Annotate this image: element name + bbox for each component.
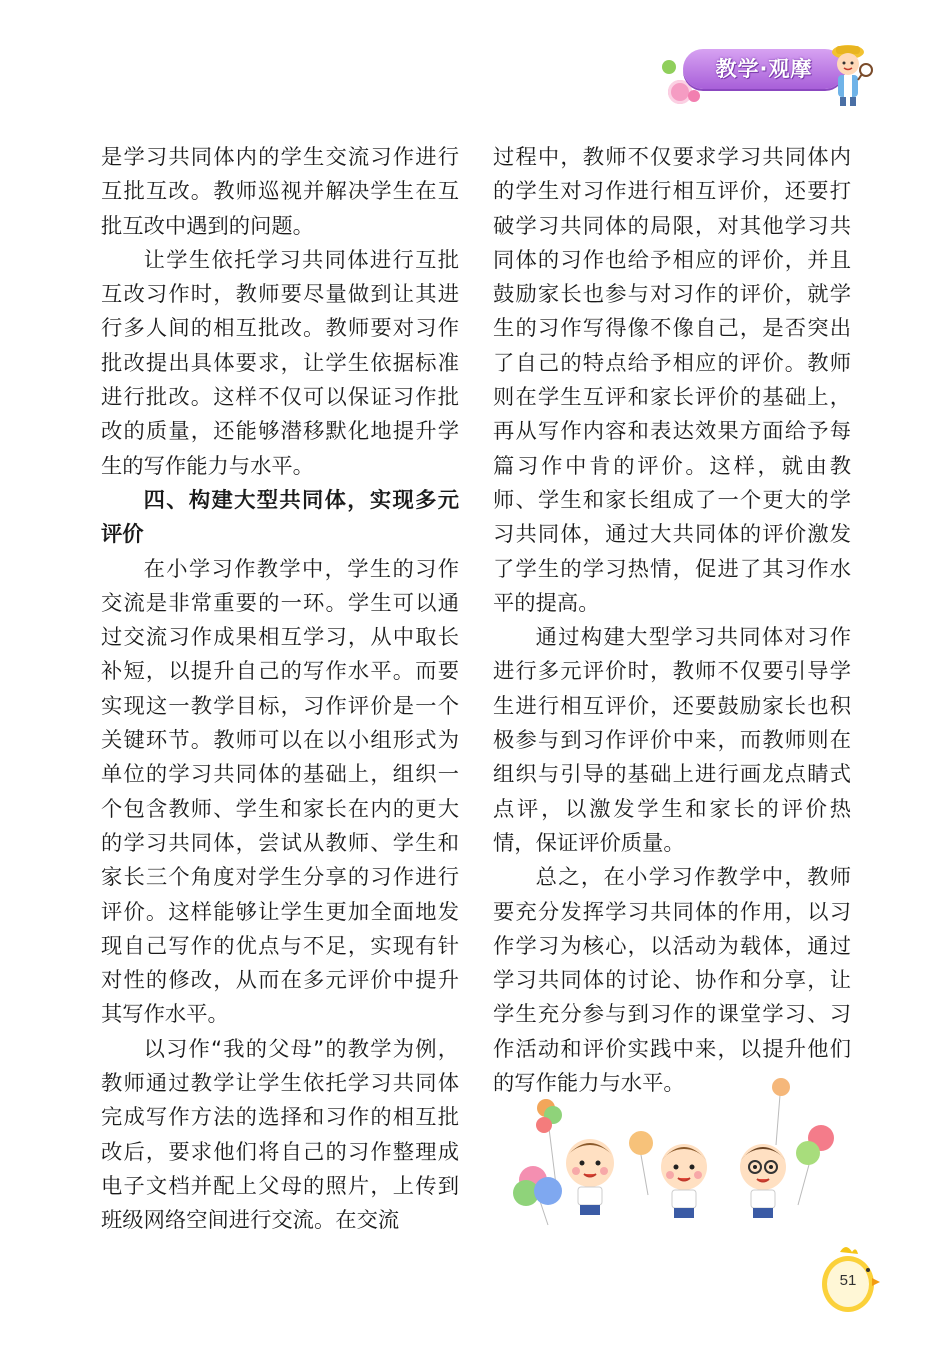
child-figure	[566, 1139, 614, 1215]
right-column	[493, 141, 851, 1101]
flower-decoration	[662, 60, 676, 74]
section-badge	[658, 42, 878, 112]
balloon-icon	[796, 1125, 834, 1205]
paragraph: 过程中，教师不仅要求学习共同体内的学生对习作进行相互评价，还要打破学习共同体的局限，对其他学习共同体的习作也给予相应的评价，并且鼓励家长也参与对习作的评价，就学生的习作写得像不像自己，是否突出了自己的特点给予相应的评价。教师则在学生互评和家长评价的基础上，再从写作内容和表达效果方面给予每篇习作中肯的评价。这样，就由教师、学生和家长组成了一个更大的学习共同体，通过大共同体的评价激发了学生的学习热情，促进了其习作水平的提高。	[493, 145, 851, 616]
section-badge-pill	[683, 49, 845, 89]
paragraph: 以习作“我的父母”的教学为例，教师通过教学让学生依托学习共同体完成写作方法的选择和习作的相互批改后，要求他们将自己的习作整理成电子文档并配上父母的照片，上传到班级网络空间进行交流。在交流	[101, 1036, 459, 1234]
section-heading: 四、构建大型共同体，实现多元评价	[101, 487, 459, 548]
balloon-icon	[772, 1078, 790, 1145]
section-badge-label: 教学·观摩	[715, 57, 813, 81]
child-figure	[740, 1144, 786, 1218]
children-with-balloons-illustration	[508, 1075, 853, 1230]
cartoon-detective-icon	[826, 42, 876, 108]
paragraph: 总之，在小学习作教学中，教师要充分发挥学习共同体的作用，以习作学习为核心，以活动为载体，通过学习共同体的讨论、协作和分享，让学生充分参与到习作的课堂学习、习作活动和评价实践中来，以提升他们的写作能力与水平。	[493, 865, 851, 1097]
paragraph: 是学习共同体内的学生交流习作进行互批互改。教师巡视并解决学生在互批互改中遇到的问题。	[101, 145, 459, 239]
page-number-badge	[816, 1244, 880, 1320]
page-number: 51	[839, 1272, 857, 1289]
paragraph: 让学生依托学习共同体进行互批互改习作时，教师要尽量做到让其进行多人间的相互批改。教师要对习作批改提出具体要求，让学生依据标准进行批改。这样不仅可以保证习作批改的质量，还能够潜移默化地提升学生的写作能力与水平。	[101, 247, 459, 479]
left-column	[101, 141, 459, 1239]
child-figure	[661, 1144, 707, 1218]
paragraph: 在小学习作教学中，学生的习作交流是非常重要的一环。学生可以通过交流习作成果相互学习，从中取长补短，以提升自己的写作水平。而要实现这一教学目标，习作评价是一个关键环节。教师可以在以小组形式为单位的学习共同体的基础上，组织一个包含教师、学生和家长在内的更大的学习共同体，尝试从教师、学生和家长三个角度对学生分享的习作进行评价。这样能够让学生更加全面地发现自己写作的优点与不足，实现有针对性的修改，从而在多元评价中提升其写作水平。	[101, 556, 459, 1028]
paragraph: 通过构建大型学习共同体对习作进行多元评价时，教师不仅要引导学生进行相互评价，还要鼓励家长也积极参与到习作评价中来，而教师则在组织与引导的基础上进行画龙点睛式点评，以激发学生和家长的评价热情，保证评价质量。	[493, 625, 851, 856]
balloon-icon	[629, 1131, 653, 1195]
flower-decoration	[688, 90, 700, 102]
